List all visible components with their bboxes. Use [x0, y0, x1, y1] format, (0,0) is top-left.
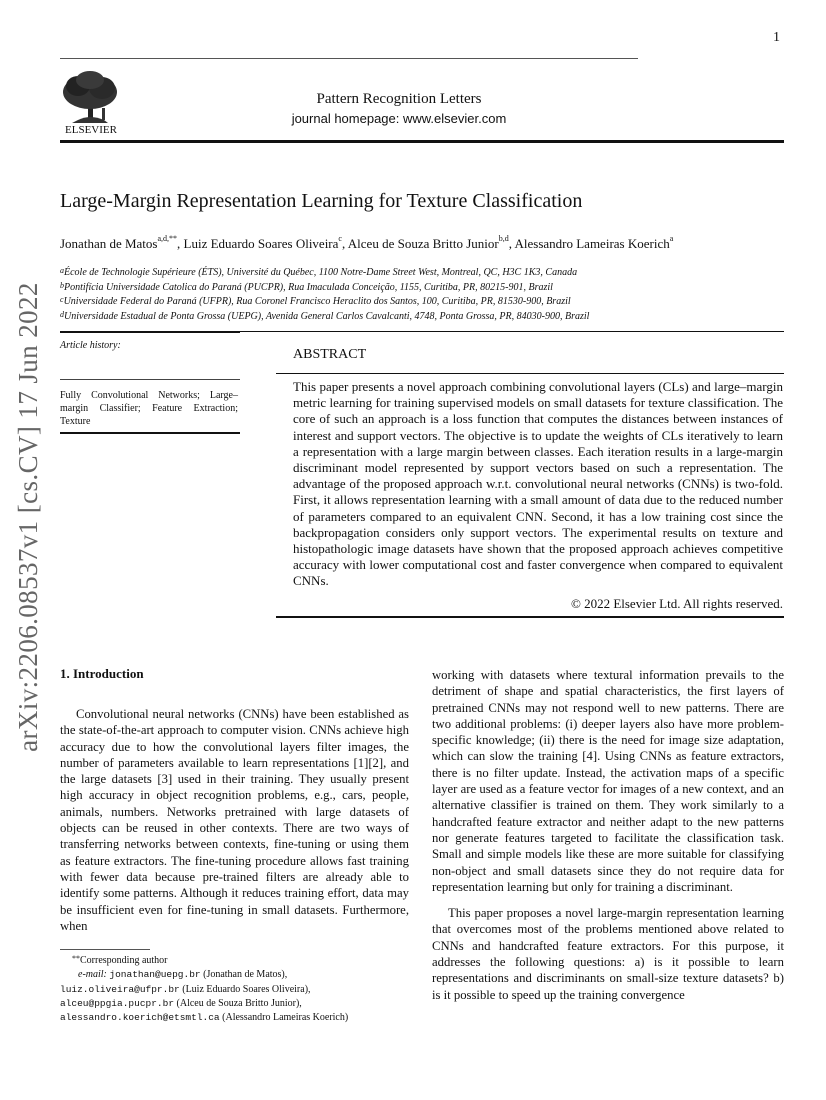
affiliation: $^d$Universidade Estadual de Ponta Grossa (UEPG), Avenida General Carlos Cavalcanti, 4748, Ponta Grossa, PR, 84030-900, Brazil: [60, 309, 590, 322]
abstract-bottom-rule: [276, 616, 784, 618]
abstract-text: This paper presents a novel approach combining convolutional layers (CLs) and large–margin metric learning for training supervised models on small datasets for texture classification. The core of such an approach is a loss function that computes the distances between instances of interest and support vectors. The objective is to update the weights of CLs iteratively to learn a representation with a large margin between classes. Each iteration results in a large-margin discriminant model represented by support vectors based on such a representation. The advantage of the proposed approach w.r.t. convolutional neural networks (CNNs) is two-fold. First, it allows representation learning with a small amount of data due to the reduced number of parameters compared to an equivalent CNN. Second, it has a low training cost since the backpropagation considers only support vectors. The experimental results on texture and histopathologic image datasets have shown that the proposed approach achieves competitive accuracy with lower computational cost and faster convergence when compared to equivalent CNNs.: [293, 379, 783, 589]
footnote-rule: [60, 949, 150, 950]
affiliation: $^b$Pontifícia Universidade Catolica do Paraná (PUCPR), Rua Imaculada Conceição, 1155, Curitiba, PR, 80215-901, Brazil: [60, 280, 553, 293]
article-history-label: Article history:: [60, 340, 121, 351]
email-owner: (Alceu de Souza Britto Junior),: [176, 997, 302, 1009]
copyright: © 2022 Elsevier Ltd. All rights reserved.: [570, 596, 783, 611]
affiliations: [60, 266, 589, 324]
paper-title: Large-Margin Representation Learning for Texture Classification: [60, 190, 583, 212]
corresponding-author: Corresponding author: [80, 955, 168, 966]
email-address: jonathan@uepg.br: [109, 969, 201, 981]
abstract-rule: [276, 373, 784, 374]
footnote-mark: **: [72, 954, 80, 963]
right-column: [432, 667, 784, 1003]
author-name: Jonathan de Matos: [60, 236, 158, 251]
paragraph: This paper proposes a novel large-margin representation learning that overcomes most of the problems mentioned above related to CNNs and handcrafted feature extractors. For this purpose, it addresses the following questions: a) is it possible to learn representations and discriminants on small-size texture datasets? b) is it possible to speed up the training convergence: [432, 906, 784, 1002]
author-name: Luiz Eduardo Soares Oliveira: [183, 236, 339, 251]
author-affil-mark: c: [338, 234, 342, 243]
author-name: Alceu de Souza Britto Junior: [347, 236, 499, 251]
top-rule: [60, 58, 638, 59]
paragraph: working with datasets where textural information prevails to the detriment of shape and spatial characteristics, the first layers of pretrained CNNs may not respond well to new patterns. There are two additional problems: (i) deeper layers also have more problem-specific knowledge; (ii) there is the need for image size adaptation, which can slow the training [4]. Using CNNs as feature extractors, there is no filter update. Instead, the activation maps of a specific layer are used as a feature vector for images of a new context, and an alternative classifier is trained on them. They work similarly to a handcrafted feature extractor and neither adapt to the new patterns nor generate features targeted to facilitate the classification task. Small and simple models like these are more suitable for classifying non-object and small datasets since they do not require data for representation learning but only for training a discriminant.: [432, 668, 784, 894]
author-list: Jonathan de Matos$^{a,d,**}$, Luiz Eduardo Soares Oliveira$^c$, Alceu de Souza Britto Junior$^{b,d}$, Alessandro Lameiras Koerich$^a$: [60, 234, 674, 251]
email-owner: (Luiz Eduardo Soares Oliveira),: [182, 983, 311, 995]
email-owner: (Alessandro Lameiras Koerich): [222, 1012, 349, 1024]
section-heading: 1. Introduction: [60, 666, 144, 681]
publisher-name: ELSEVIER: [65, 124, 117, 136]
affiliation: $^a$École de Technologie Supérieure (ÉTS), Université du Québec, 1100 Notre-Dame Street West, Montreal, QC, H3C 1K3, Canada: [60, 266, 578, 278]
keywords: Fully Convolutional Networks; Large–margin Classifier; Feature Extraction; Texture: [60, 390, 238, 427]
affiliation: $^c$Universidade Federal do Paraná (UFPR), Rua Coronel Francisco Heraclito dos Santos, 100, Curitiba, PR, 81530-900, Brazil: [60, 295, 571, 307]
email-address: alessandro.koerich@etsmtl.ca: [60, 1012, 220, 1024]
elsevier-tree-logo: [58, 68, 124, 136]
author-affil-mark: a: [669, 234, 674, 243]
journal-name: Pattern Recognition Letters: [316, 91, 482, 107]
footnotes: [60, 954, 409, 1025]
left-column: [60, 706, 409, 934]
author-name: Alessandro Lameiras Koerich: [514, 236, 670, 251]
author-affil-mark: b,d: [498, 234, 509, 243]
info-rule-left: [60, 331, 240, 333]
journal-homepage: journal homepage: www.elsevier.com: [291, 111, 507, 126]
header-rule: [60, 140, 784, 143]
keywords-bottom-rule: [60, 432, 240, 434]
paragraph: Convolutional neural networks (CNNs) have been established as the state-of-the-art approach to computer vision. CNNs achieve high accuracy due to how the convolutional layers filter images, the number of parameters available to learn representations [1][2], and the large datasets [3] used in their training. They usually present high accuracy in object recognition problems, e.g., cars, people, animals, numbers. Networks pretrained with large datasets of objects can be reused in other contexts. There are two ways of transferring networks between contexts, fine-tuning or using them as feature extractors. The fine-tuning procedure allows fast training with fewer data because pre-trained filters are already able to identify some patterns. Although it reduces training effort, data may be insufficient even for fine-tuning in small datasets. Furthermore, when: [60, 707, 409, 933]
email-owner: (Jonathan de Matos),: [203, 969, 288, 981]
email-address: luiz.oliveira@ufpr.br: [60, 983, 180, 995]
abstract-heading: ABSTRACT: [293, 347, 367, 362]
author-affil-mark: a,d,**: [157, 234, 178, 243]
keywords-rule: [60, 379, 240, 380]
page-number: 1: [773, 30, 780, 45]
email-label: e-mail:: [78, 969, 107, 981]
email-address: alceu@ppgia.pucpr.br: [60, 997, 175, 1009]
arxiv-stamp: arXiv:2206.08537v1 [cs.CV] 17 Jun 2022: [13, 282, 43, 752]
